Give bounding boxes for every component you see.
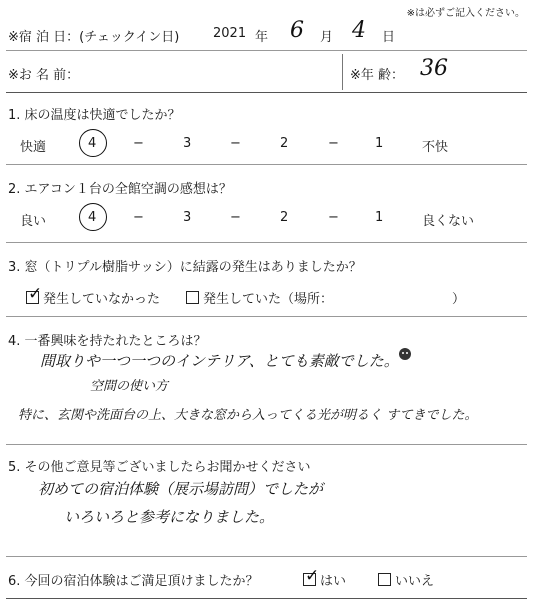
q4-answer-line-1: 間取りや一つ一つのインテリア、とても素敵でした。 xyxy=(40,352,399,370)
q1-scale-4[interactable]: 4 xyxy=(88,136,97,151)
age-label: ※年 齢： xyxy=(350,68,405,83)
divider xyxy=(6,164,527,165)
q1-dash: − xyxy=(133,136,144,151)
q6-option-no[interactable] xyxy=(378,570,434,589)
day-value: 4 xyxy=(352,18,366,43)
q5-question: 5. その他ご意見等ございましたらお聞かせください xyxy=(8,460,311,475)
divider xyxy=(6,316,527,317)
q2-scale-3[interactable]: 3 xyxy=(183,210,192,225)
name-label: ※お 名 前： xyxy=(8,68,80,83)
q6-question: 6. 今回の宿泊体験はご満足頂けましたか？ xyxy=(8,574,259,589)
q3-option-1-label: 発生していなかった xyxy=(43,292,161,307)
q2-right-label: 良くない xyxy=(422,214,475,229)
q2-dash: − xyxy=(230,210,241,225)
q3-checkbox-2[interactable] xyxy=(186,291,199,304)
q3-option-2-close: ） xyxy=(452,292,466,307)
day-unit: 日 xyxy=(382,30,396,45)
divider xyxy=(342,54,343,90)
divider xyxy=(6,50,527,51)
stay-date-label: ※宿 泊 日：(チェックイン日) xyxy=(8,30,180,45)
q1-dash: − xyxy=(230,136,241,151)
q2-left-label: 良い xyxy=(20,214,47,229)
year-value: 2021 xyxy=(213,26,247,41)
q2-question: 2. エアコン１台の全館空調の感想は？ xyxy=(8,182,232,197)
q5-answer-line-1: 初めての宿泊体験（展示場訪問）でしたが xyxy=(38,480,324,498)
q4-answer-insert: 空間の使い方 xyxy=(90,379,169,394)
q6-yes-label: はい xyxy=(320,574,347,589)
q1-dash: − xyxy=(328,136,339,151)
q3-option-2-label: 発生していた（場所： xyxy=(203,292,334,307)
divider xyxy=(6,242,527,243)
q1-question: 1. 床の温度は快適でしたか？ xyxy=(8,108,181,123)
q4-answer-line-2: 特に、玄関や洗面台の上、大きな窓から入ってくる光が明るく すてきでした。 xyxy=(18,408,478,423)
q2-dash: − xyxy=(133,210,144,225)
year-unit: 年 xyxy=(255,30,269,45)
month-value: 6 xyxy=(290,18,304,43)
divider xyxy=(6,556,527,557)
q1-scale-3[interactable]: 3 xyxy=(183,136,192,151)
age-value: 36 xyxy=(420,56,448,81)
q2-scale-2[interactable]: 2 xyxy=(280,210,289,225)
q6-no-label: いいえ xyxy=(395,574,435,589)
divider xyxy=(6,598,527,599)
divider xyxy=(6,92,527,93)
q6-checkbox-yes[interactable] xyxy=(303,566,320,586)
q3-option-occurred[interactable] xyxy=(186,288,333,307)
required-note: ※は必ずご記入ください。 xyxy=(406,8,525,19)
checkmark-icon: ✓ xyxy=(305,566,320,586)
q2-scale-1[interactable]: 1 xyxy=(375,210,384,225)
q6-checkbox-no[interactable] xyxy=(378,573,391,586)
q1-scale-1[interactable]: 1 xyxy=(375,136,384,151)
q1-right-label: 不快 xyxy=(422,140,449,155)
smiley-face-icon xyxy=(398,346,412,360)
q1-left-label: 快適 xyxy=(20,140,47,155)
q4-question: 4. 一番興味を持たれたところは？ xyxy=(8,334,207,349)
q6-option-yes[interactable] xyxy=(303,566,347,589)
q3-question: 3. 窓（トリプル樹脂サッシ）に結露の発生はありましたか？ xyxy=(8,260,362,275)
q3-option-not-occurred[interactable] xyxy=(26,284,161,307)
checkmark-icon: ✓ xyxy=(28,284,43,304)
divider xyxy=(6,444,527,445)
q2-scale-4[interactable]: 4 xyxy=(88,210,97,225)
month-unit: 月 xyxy=(320,30,334,45)
q2-dash: − xyxy=(328,210,339,225)
q3-checkbox-1[interactable] xyxy=(26,284,43,304)
q5-answer-line-2: いろいろと参考になりました。 xyxy=(64,508,275,526)
q1-scale-2[interactable]: 2 xyxy=(280,136,289,151)
